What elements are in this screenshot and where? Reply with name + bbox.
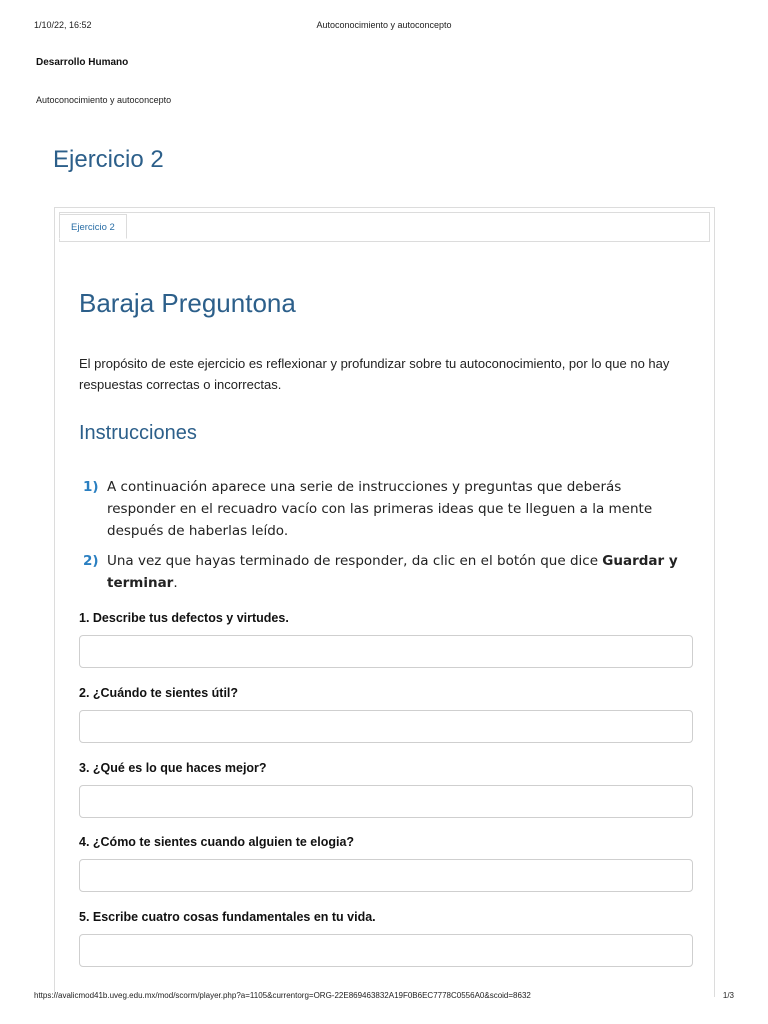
- question-label: 4. ¿Cómo te sientes cuando alguien te elogia?: [79, 835, 355, 849]
- tab-ejercicio-2[interactable]: Ejercicio 2: [59, 214, 127, 239]
- step-text: A continuación aparece una serie de instrucciones y preguntas que deberás responder en el recuadro vacío con las primeras ideas que te lleguen a la mente después de haberlas leído.: [107, 479, 653, 539]
- exercise-intro: El propósito de este ejercicio es reflexionar y profundizar sobre tu autoconocimiento, por lo que no hay respuestas correctas o incorrectas.: [79, 356, 670, 392]
- exercise-title: Baraja Preguntona: [79, 288, 296, 318]
- answer-input-5[interactable]: [79, 934, 693, 967]
- answer-input-3[interactable]: [79, 785, 693, 818]
- tab-bar: [59, 212, 710, 242]
- step-bold-text: Guardar y terminar: [107, 553, 678, 591]
- breadcrumb[interactable]: Autoconocimiento y autoconcepto: [36, 95, 172, 105]
- print-url: https://avalicmod41b.uveg.edu.mx/mod/scorm/player.php?a=1105&currentorg=ORG-22E869463832A19F0B6EC7778C0556A0&scoid=8632: [34, 991, 531, 1000]
- print-datetime: 1/10/22, 16:52: [34, 20, 92, 30]
- answer-input-1[interactable]: [79, 635, 693, 668]
- question-label: 2. ¿Cuándo te sientes útil?: [79, 686, 239, 700]
- question-3: [79, 761, 693, 818]
- step-number: 1): [83, 479, 99, 495]
- step-number: 2): [83, 553, 99, 569]
- question-label: 3. ¿Qué es lo que haces mejor?: [79, 761, 267, 775]
- instruction-step: [83, 476, 693, 542]
- question-5: [79, 910, 693, 967]
- question-label: 1. Describe tus defectos y virtudes.: [79, 611, 289, 625]
- print-footer: [34, 991, 734, 1003]
- page-counter: 1/3: [722, 991, 734, 1000]
- question-1: [79, 611, 693, 668]
- exercise-panel: [54, 207, 715, 997]
- step-text: Una vez que hayas terminado de responder, da clic en el botón que dice: [107, 553, 603, 569]
- page-title: Ejercicio 2: [53, 146, 164, 173]
- step-text-end: .: [173, 575, 178, 591]
- question-4: [79, 835, 693, 892]
- instruction-step: [83, 550, 693, 594]
- instructions-list: [83, 476, 693, 602]
- course-name[interactable]: Desarrollo Humano: [36, 57, 129, 68]
- question-label: 5. Escribe cuatro cosas fundamentales en tu vida.: [79, 910, 376, 924]
- answer-input-4[interactable]: [79, 859, 693, 892]
- question-2: [79, 686, 693, 743]
- print-header: [34, 20, 734, 32]
- answer-input-2[interactable]: [79, 710, 693, 743]
- instructions-heading: Instrucciones: [79, 422, 197, 444]
- print-page-title: Autoconocimiento y autoconcepto: [316, 20, 452, 30]
